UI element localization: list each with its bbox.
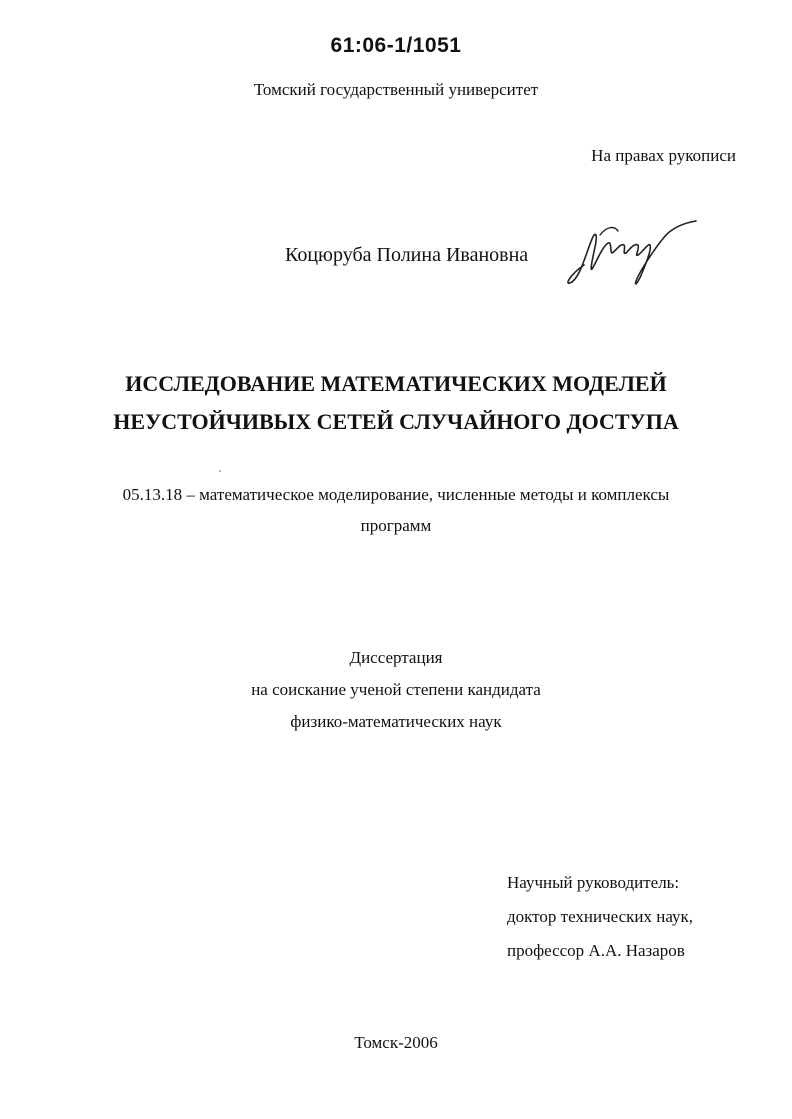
dissertation-title-line-1: ИССЛЕДОВАНИЕ МАТЕМАТИЧЕСКИХ МОДЕЛЕЙ (125, 371, 667, 396)
degree-line-2: на соискание ученой степени кандидата (251, 680, 541, 699)
specialty-code-line-1: 05.13.18 – математическое моделирование, численные методы и комплексы (122, 485, 670, 504)
library-code: 61:06-1/1051 (330, 34, 462, 57)
supervisor-name: профессор А.А. Назаров (507, 941, 685, 960)
university-name: Томский государственный университет (253, 80, 539, 99)
scan-speck (219, 470, 221, 472)
supervisor-label: Научный руководитель: (507, 873, 680, 892)
author-name: Коцюруба Полина Ивановна (285, 244, 529, 266)
degree-line-1: Диссертация (349, 648, 443, 667)
degree-line-3: физико-математических наук (290, 712, 502, 731)
handwritten-signature-icon (562, 213, 702, 293)
dissertation-title-line-2: НЕУСТОЙЧИВЫХ СЕТЕЙ СЛУЧАЙНОГО ДОСТУПА (113, 409, 679, 434)
supervisor-degree: доктор технических наук, (507, 907, 694, 926)
specialty-code-line-2: программ (360, 516, 432, 535)
city-year: Томск-2006 (354, 1033, 438, 1052)
manuscript-rights-note: На правах рукописи (591, 146, 736, 165)
